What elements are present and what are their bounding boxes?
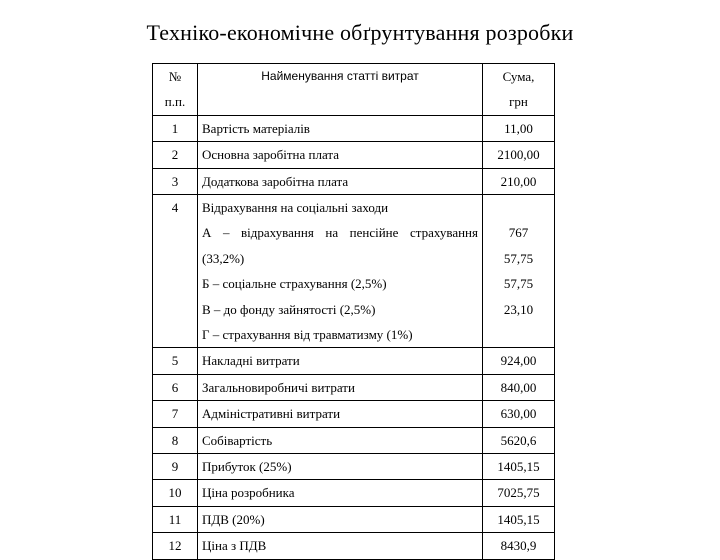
social-sum-total: 767 <box>508 225 529 241</box>
page-title: Техніко-економічне обґрунтування розробки <box>146 20 574 45</box>
header-sum-unit: грн <box>509 94 528 110</box>
row-num: 10 <box>153 480 198 506</box>
row-num: 12 <box>153 533 198 559</box>
row-num: 1 <box>153 115 198 141</box>
row-sum: 210,00 <box>483 168 555 194</box>
row-name: ПДВ (20%) <box>198 506 483 532</box>
table-row-social <box>153 195 555 348</box>
row-sum: 840,00 <box>483 374 555 400</box>
row-num: 2 <box>153 142 198 168</box>
social-sum-c: 23,10 <box>503 301 534 317</box>
row-name: Прибуток (25%) <box>198 453 483 479</box>
row-name: Собівартість <box>198 427 483 453</box>
row-sum: 1405,15 <box>483 506 555 532</box>
social-title: Відрахування на соціальні заходи <box>202 200 389 215</box>
header-sum-cell <box>483 64 555 116</box>
row-sum: 2100,00 <box>483 142 555 168</box>
social-sum-a: 57,75 <box>503 250 534 266</box>
header-num-cell <box>153 64 198 116</box>
row-name: Адміністративні витрати <box>198 401 483 427</box>
social-item-c: В – до фонду зайнятості (2,5%) <box>202 301 376 317</box>
row-sum: 630,00 <box>483 401 555 427</box>
table-row <box>153 480 555 506</box>
row-name: Вартість матеріалів <box>198 115 483 141</box>
header-num-label: № <box>168 69 182 84</box>
row-sum: 5620,6 <box>483 427 555 453</box>
cost-table <box>152 63 555 560</box>
row-num: 7 <box>153 401 198 427</box>
row-num: 11 <box>153 506 198 532</box>
table-row <box>153 348 555 374</box>
header-num-sublabel: п.п. <box>164 94 186 110</box>
row-num: 5 <box>153 348 198 374</box>
table-row <box>153 401 555 427</box>
row-name: Додаткова заробітна плата <box>198 168 483 194</box>
table-row <box>153 168 555 194</box>
table-row <box>153 533 555 559</box>
row-num: 4 <box>153 195 198 348</box>
header-name-cell <box>198 64 483 116</box>
row-sum: 7025,75 <box>483 480 555 506</box>
table-row <box>153 427 555 453</box>
social-sum-b: 57,75 <box>503 276 534 292</box>
row-num: 9 <box>153 453 198 479</box>
table-row <box>153 506 555 532</box>
row-name: Накладні витрати <box>198 348 483 374</box>
row-name: Ціна з ПДВ <box>198 533 483 559</box>
social-name-cell <box>198 195 483 348</box>
social-sum-cell <box>483 195 555 348</box>
table-row <box>153 453 555 479</box>
table-row <box>153 142 555 168</box>
table-header-row <box>153 64 555 116</box>
table-row <box>153 374 555 400</box>
row-sum: 8430,9 <box>483 533 555 559</box>
social-item-a-rate: (33,2%) <box>202 250 245 266</box>
header-sum-label: Сума, <box>502 69 535 84</box>
table-row <box>153 115 555 141</box>
row-num: 6 <box>153 374 198 400</box>
row-num: 8 <box>153 427 198 453</box>
row-sum: 1405,15 <box>483 453 555 479</box>
header-name-label: Найменування статті витрат <box>261 69 419 83</box>
row-sum: 924,00 <box>483 348 555 374</box>
row-name: Загальновиробничі витрати <box>198 374 483 400</box>
row-name: Ціна розробника <box>198 480 483 506</box>
social-item-a: А – відрахування на пенсійне страхування <box>202 225 478 241</box>
row-name: Основна заробітна плата <box>198 142 483 168</box>
social-item-d: Г – страхування від травматизму (1%) <box>202 326 413 342</box>
social-item-b: Б – соціальне страхування (2,5%) <box>202 276 387 292</box>
row-num: 3 <box>153 168 198 194</box>
row-sum: 11,00 <box>483 115 555 141</box>
